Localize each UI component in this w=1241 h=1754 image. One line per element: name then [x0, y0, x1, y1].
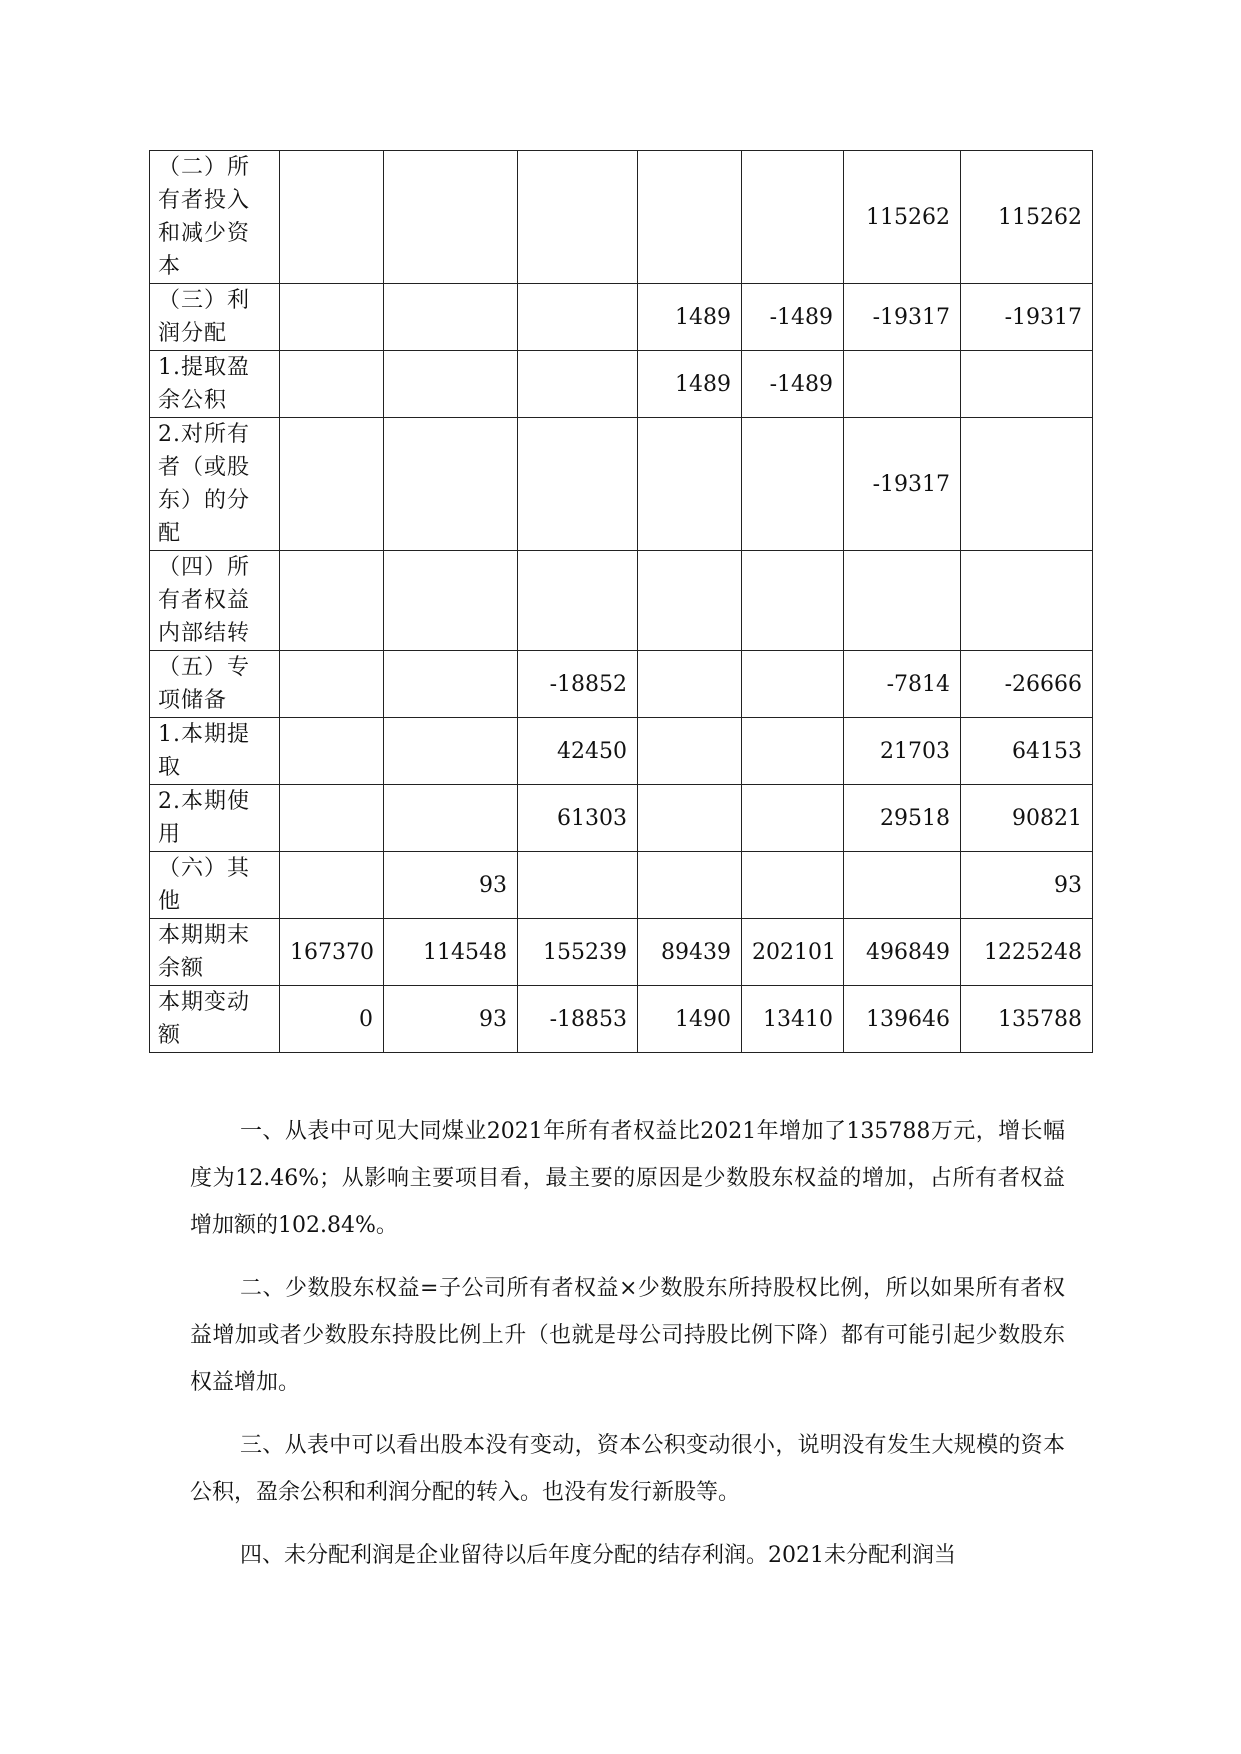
table-cell: -19317 — [961, 284, 1093, 351]
table-row — [150, 986, 1093, 1053]
table-cell — [518, 351, 638, 418]
table-cell — [961, 351, 1093, 418]
row-label: （五）专项储备 — [150, 651, 280, 718]
table-cell — [742, 418, 844, 551]
table-cell: -7814 — [844, 651, 961, 718]
table-cell — [742, 551, 844, 651]
analysis-text — [190, 1108, 1065, 1595]
table-cell — [384, 651, 518, 718]
table-cell — [280, 418, 384, 551]
table-cell — [742, 651, 844, 718]
table-cell — [384, 418, 518, 551]
table-cell: -1489 — [742, 284, 844, 351]
table-cell: 29518 — [844, 785, 961, 852]
table-row — [150, 718, 1093, 785]
table-cell: 1225248 — [961, 919, 1093, 986]
table-cell — [638, 651, 742, 718]
table-cell — [742, 785, 844, 852]
row-label: （六）其他 — [150, 852, 280, 919]
table-cell: 139646 — [844, 986, 961, 1053]
table-row — [150, 151, 1093, 284]
table-cell: -26666 — [961, 651, 1093, 718]
table-cell: 202101 — [742, 919, 844, 986]
table-cell — [518, 284, 638, 351]
table-cell — [384, 284, 518, 351]
paragraph-1: 一、从表中可见大同煤业2021年所有者权益比2021年增加了135788万元，增长幅度为12.46%；从影响主要项目看，最主要的原因是少数股东权益的增加，占所有者权益增加额的102.84%。 — [190, 1119, 1065, 1238]
table-cell — [638, 718, 742, 785]
table-cell — [844, 551, 961, 651]
table-cell — [638, 785, 742, 852]
table-cell: 167370 — [280, 919, 384, 986]
table-cell — [518, 551, 638, 651]
table-cell — [280, 351, 384, 418]
table-row — [150, 284, 1093, 351]
table-cell: -19317 — [844, 284, 961, 351]
table-cell: -19317 — [844, 418, 961, 551]
paragraph-4: 四、未分配利润是企业留待以后年度分配的结存利润。2021未分配利润当 — [240, 1543, 956, 1568]
table-cell: 115262 — [844, 151, 961, 284]
table-cell — [638, 418, 742, 551]
table-cell: 64153 — [961, 718, 1093, 785]
table-cell: -18852 — [518, 651, 638, 718]
table-cell: 93 — [384, 852, 518, 919]
table-cell — [384, 151, 518, 284]
table-cell: 115262 — [961, 151, 1093, 284]
table-cell — [518, 852, 638, 919]
table-cell — [384, 718, 518, 785]
table-cell: 93 — [384, 986, 518, 1053]
table-cell: 114548 — [384, 919, 518, 986]
table-cell — [638, 551, 742, 651]
table-cell — [961, 418, 1093, 551]
table-cell: -1489 — [742, 351, 844, 418]
table-cell — [280, 551, 384, 651]
table-row — [150, 852, 1093, 919]
row-label: 本期期末余额 — [150, 919, 280, 986]
table-cell: 1489 — [638, 351, 742, 418]
table-cell — [742, 718, 844, 785]
table-row — [150, 551, 1093, 651]
table-cell — [638, 151, 742, 284]
table-cell — [844, 852, 961, 919]
table-cell — [280, 284, 384, 351]
row-label: 2.本期使用 — [150, 785, 280, 852]
table-cell — [280, 785, 384, 852]
table-cell: 61303 — [518, 785, 638, 852]
table-cell: 89439 — [638, 919, 742, 986]
row-label: （二）所有者投入和减少资本 — [150, 151, 280, 284]
row-label: （三）利润分配 — [150, 284, 280, 351]
table-cell — [384, 551, 518, 651]
row-label: 本期变动额 — [150, 986, 280, 1053]
row-label: 2.对所有者（或股东）的分配 — [150, 418, 280, 551]
table-cell — [280, 151, 384, 284]
table-cell — [518, 418, 638, 551]
table-cell — [742, 151, 844, 284]
table-cell: 0 — [280, 986, 384, 1053]
paragraph-3: 三、从表中可以看出股本没有变动，资本公积变动很小，说明没有发生大规模的资本公积，盈余公积和利润分配的转入。也没有发行新股等。 — [190, 1433, 1065, 1505]
row-label: 1.本期提取 — [150, 718, 280, 785]
table-cell: 42450 — [518, 718, 638, 785]
table-cell — [280, 718, 384, 785]
table-cell — [518, 151, 638, 284]
row-label: 1.提取盈余公积 — [150, 351, 280, 418]
table-cell: 135788 — [961, 986, 1093, 1053]
table-cell — [384, 785, 518, 852]
table-cell — [384, 351, 518, 418]
table-row — [150, 351, 1093, 418]
table-row — [150, 919, 1093, 986]
paragraph-2: 二、少数股东权益=子公司所有者权益×少数股东所持股权比例，所以如果所有者权益增加或者少数股东持股比例上升（也就是母公司持股比例下降）都有可能引起少数股东权益增加。 — [190, 1276, 1065, 1395]
table-cell: 93 — [961, 852, 1093, 919]
table-cell: 155239 — [518, 919, 638, 986]
table-cell: 1490 — [638, 986, 742, 1053]
table-row — [150, 651, 1093, 718]
table-cell: 13410 — [742, 986, 844, 1053]
table-row — [150, 418, 1093, 551]
table-cell: 496849 — [844, 919, 961, 986]
table-cell — [280, 852, 384, 919]
table-cell: 1489 — [638, 284, 742, 351]
table-cell — [638, 852, 742, 919]
table-cell: -18853 — [518, 986, 638, 1053]
table-cell — [844, 351, 961, 418]
table-cell: 90821 — [961, 785, 1093, 852]
table-cell — [742, 852, 844, 919]
row-label: （四）所有者权益内部结转 — [150, 551, 280, 651]
table-row — [150, 785, 1093, 852]
equity-change-table — [149, 150, 1093, 1053]
table-cell: 21703 — [844, 718, 961, 785]
table-cell — [280, 651, 384, 718]
table-cell — [961, 551, 1093, 651]
